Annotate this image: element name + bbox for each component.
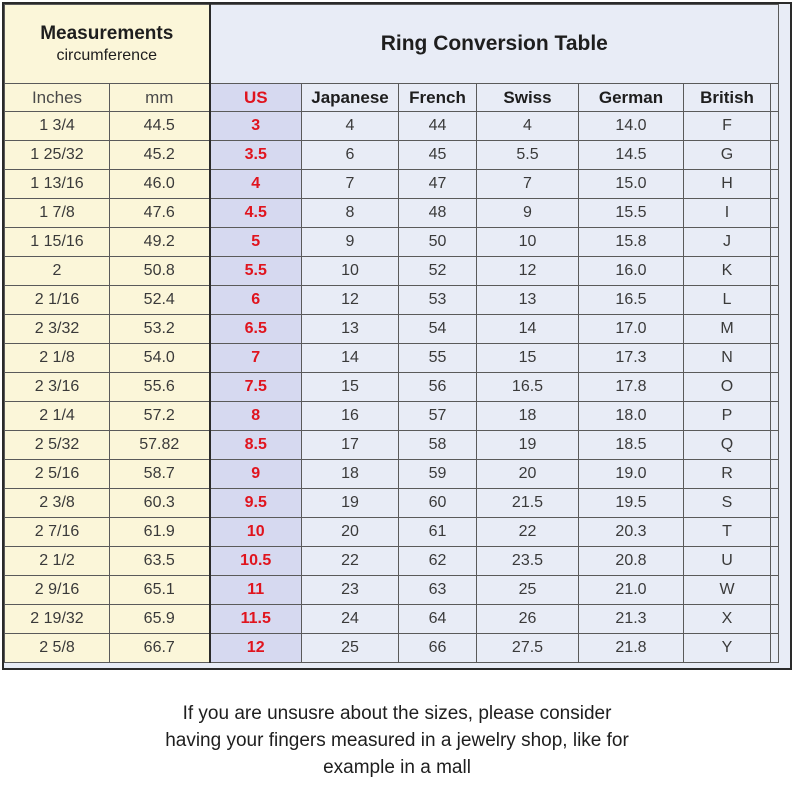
cell-mm: 44.5 [110, 112, 210, 141]
table-body [5, 112, 779, 663]
table-row [5, 605, 779, 634]
cell-german: 18.5 [579, 431, 684, 460]
table-row [5, 373, 779, 402]
cell-german: 19.5 [579, 489, 684, 518]
cell-british: W [684, 576, 771, 605]
cell-inches: 2 1/2 [5, 547, 110, 576]
cell-inches: 1 7/8 [5, 199, 110, 228]
table-row [5, 344, 779, 373]
table-row [5, 286, 779, 315]
cell-british: R [684, 460, 771, 489]
cell-us: 11.5 [210, 605, 302, 634]
cell-inches: 1 15/16 [5, 228, 110, 257]
measurements-title: Measurements [40, 23, 174, 44]
cell-swiss: 14 [477, 315, 579, 344]
cell-inches: 2 5/32 [5, 431, 110, 460]
caption [0, 700, 794, 781]
row-spacer [771, 634, 779, 663]
row-spacer [771, 344, 779, 373]
cell-swiss: 13 [477, 286, 579, 315]
table-row [5, 431, 779, 460]
table-row [5, 402, 779, 431]
cell-us: 3 [210, 112, 302, 141]
cell-japanese: 24 [302, 605, 399, 634]
cell-us: 10 [210, 518, 302, 547]
col-header-japanese: Japanese [302, 84, 399, 112]
cell-us: 6 [210, 286, 302, 315]
cell-us: 9 [210, 460, 302, 489]
cell-british: Y [684, 634, 771, 663]
cell-inches: 2 5/16 [5, 460, 110, 489]
cell-japanese: 23 [302, 576, 399, 605]
cell-swiss: 27.5 [477, 634, 579, 663]
cell-us: 7 [210, 344, 302, 373]
cell-german: 16.0 [579, 257, 684, 286]
row-spacer [771, 112, 779, 141]
table-row [5, 576, 779, 605]
cell-japanese: 6 [302, 141, 399, 170]
cell-us: 10.5 [210, 547, 302, 576]
cell-german: 17.3 [579, 344, 684, 373]
cell-british: H [684, 170, 771, 199]
table-row [5, 257, 779, 286]
cell-french: 64 [399, 605, 477, 634]
cell-mm: 57.82 [110, 431, 210, 460]
cell-mm: 58.7 [110, 460, 210, 489]
cell-mm: 65.1 [110, 576, 210, 605]
table-row [5, 518, 779, 547]
cell-swiss: 22 [477, 518, 579, 547]
cell-mm: 54.0 [110, 344, 210, 373]
cell-german: 17.0 [579, 315, 684, 344]
cell-japanese: 15 [302, 373, 399, 402]
cell-mm: 63.5 [110, 547, 210, 576]
cell-us: 11 [210, 576, 302, 605]
cell-french: 54 [399, 315, 477, 344]
table-row [5, 547, 779, 576]
cell-british: K [684, 257, 771, 286]
cell-japanese: 25 [302, 634, 399, 663]
cell-us: 9.5 [210, 489, 302, 518]
cell-mm: 45.2 [110, 141, 210, 170]
cell-british: S [684, 489, 771, 518]
cell-german: 20.3 [579, 518, 684, 547]
table-row [5, 634, 779, 663]
cell-german: 15.0 [579, 170, 684, 199]
cell-swiss: 16.5 [477, 373, 579, 402]
row-spacer [771, 576, 779, 605]
cell-french: 60 [399, 489, 477, 518]
cell-swiss: 5.5 [477, 141, 579, 170]
row-spacer [771, 547, 779, 576]
cell-swiss: 19 [477, 431, 579, 460]
cell-german: 21.8 [579, 634, 684, 663]
cell-japanese: 20 [302, 518, 399, 547]
cell-inches: 1 25/32 [5, 141, 110, 170]
cell-mm: 65.9 [110, 605, 210, 634]
cell-swiss: 4 [477, 112, 579, 141]
cell-mm: 46.0 [110, 170, 210, 199]
row-spacer [771, 170, 779, 199]
cell-french: 66 [399, 634, 477, 663]
cell-inches: 2 5/8 [5, 634, 110, 663]
cell-british: P [684, 402, 771, 431]
col-header-swiss: Swiss [477, 84, 579, 112]
cell-french: 62 [399, 547, 477, 576]
row-spacer [771, 257, 779, 286]
cell-japanese: 8 [302, 199, 399, 228]
row-spacer [771, 141, 779, 170]
cell-mm: 61.9 [110, 518, 210, 547]
cell-mm: 60.3 [110, 489, 210, 518]
cell-mm: 53.2 [110, 315, 210, 344]
table-row [5, 112, 779, 141]
measurements-subtitle: circumference [56, 47, 157, 64]
cell-inches: 2 1/16 [5, 286, 110, 315]
cell-us: 7.5 [210, 373, 302, 402]
cell-inches: 2 3/16 [5, 373, 110, 402]
cell-german: 21.0 [579, 576, 684, 605]
caption-line: having your fingers measured in a jewelry shop, like for [165, 730, 629, 751]
cell-british: X [684, 605, 771, 634]
cell-french: 44 [399, 112, 477, 141]
cell-german: 21.3 [579, 605, 684, 634]
column-header-row [5, 84, 779, 112]
row-spacer [771, 315, 779, 344]
cell-swiss: 7 [477, 170, 579, 199]
row-spacer [771, 373, 779, 402]
cell-german: 14.0 [579, 112, 684, 141]
cell-british: J [684, 228, 771, 257]
row-spacer [771, 605, 779, 634]
caption-line: If you are unsusre about the sizes, please consider [182, 703, 612, 724]
cell-swiss: 10 [477, 228, 579, 257]
cell-british: Q [684, 431, 771, 460]
cell-us: 5 [210, 228, 302, 257]
cell-japanese: 22 [302, 547, 399, 576]
cell-us: 4.5 [210, 199, 302, 228]
cell-mm: 57.2 [110, 402, 210, 431]
cell-inches: 2 9/16 [5, 576, 110, 605]
table-row [5, 141, 779, 170]
cell-british: F [684, 112, 771, 141]
cell-us: 8.5 [210, 431, 302, 460]
row-spacer [771, 199, 779, 228]
cell-french: 52 [399, 257, 477, 286]
ring-conversion-chart [2, 2, 792, 670]
table-row [5, 199, 779, 228]
cell-us: 5.5 [210, 257, 302, 286]
cell-japanese: 18 [302, 460, 399, 489]
col-spacer [771, 84, 779, 112]
cell-inches: 1 3/4 [5, 112, 110, 141]
cell-us: 6.5 [210, 315, 302, 344]
cell-german: 17.8 [579, 373, 684, 402]
cell-german: 18.0 [579, 402, 684, 431]
row-spacer [771, 460, 779, 489]
cell-inches: 2 3/8 [5, 489, 110, 518]
ring-size-table [4, 4, 779, 663]
cell-inches: 2 [5, 257, 110, 286]
cell-british: N [684, 344, 771, 373]
cell-us: 3.5 [210, 141, 302, 170]
row-spacer [771, 518, 779, 547]
cell-french: 50 [399, 228, 477, 257]
row-spacer [771, 286, 779, 315]
col-header-british: British [684, 84, 771, 112]
cell-german: 15.8 [579, 228, 684, 257]
cell-inches: 2 3/32 [5, 315, 110, 344]
col-header-us: US [210, 84, 302, 112]
cell-french: 53 [399, 286, 477, 315]
cell-british: L [684, 286, 771, 315]
cell-german: 14.5 [579, 141, 684, 170]
cell-japanese: 17 [302, 431, 399, 460]
row-spacer [771, 402, 779, 431]
cell-british: M [684, 315, 771, 344]
cell-german: 20.8 [579, 547, 684, 576]
cell-inches: 2 1/8 [5, 344, 110, 373]
cell-british: I [684, 199, 771, 228]
table-row [5, 460, 779, 489]
cell-french: 63 [399, 576, 477, 605]
cell-german: 16.5 [579, 286, 684, 315]
cell-swiss: 23.5 [477, 547, 579, 576]
cell-swiss: 25 [477, 576, 579, 605]
cell-swiss: 12 [477, 257, 579, 286]
cell-swiss: 9 [477, 199, 579, 228]
cell-french: 56 [399, 373, 477, 402]
cell-japanese: 16 [302, 402, 399, 431]
cell-british: G [684, 141, 771, 170]
cell-german: 19.0 [579, 460, 684, 489]
cell-inches: 2 19/32 [5, 605, 110, 634]
cell-swiss: 21.5 [477, 489, 579, 518]
cell-us: 8 [210, 402, 302, 431]
cell-swiss: 18 [477, 402, 579, 431]
cell-us: 4 [210, 170, 302, 199]
cell-mm: 47.6 [110, 199, 210, 228]
table-row [5, 170, 779, 199]
table-row [5, 228, 779, 257]
cell-mm: 50.8 [110, 257, 210, 286]
cell-mm: 52.4 [110, 286, 210, 315]
cell-inches: 1 13/16 [5, 170, 110, 199]
cell-french: 45 [399, 141, 477, 170]
row-spacer [771, 489, 779, 518]
cell-british: U [684, 547, 771, 576]
cell-japanese: 12 [302, 286, 399, 315]
cell-french: 47 [399, 170, 477, 199]
cell-mm: 66.7 [110, 634, 210, 663]
caption-line: example in a mall [323, 757, 471, 778]
cell-french: 59 [399, 460, 477, 489]
measurements-header [5, 5, 210, 84]
cell-french: 57 [399, 402, 477, 431]
col-header-german: German [579, 84, 684, 112]
cell-japanese: 13 [302, 315, 399, 344]
row-spacer [771, 228, 779, 257]
cell-french: 61 [399, 518, 477, 547]
cell-swiss: 20 [477, 460, 579, 489]
cell-japanese: 4 [302, 112, 399, 141]
cell-mm: 49.2 [110, 228, 210, 257]
cell-japanese: 10 [302, 257, 399, 286]
col-header-mm: mm [110, 84, 210, 112]
cell-swiss: 15 [477, 344, 579, 373]
table-title: Ring Conversion Table [210, 5, 779, 84]
cell-inches: 2 7/16 [5, 518, 110, 547]
cell-inches: 2 1/4 [5, 402, 110, 431]
cell-japanese: 7 [302, 170, 399, 199]
cell-mm: 55.6 [110, 373, 210, 402]
cell-french: 58 [399, 431, 477, 460]
cell-swiss: 26 [477, 605, 579, 634]
col-header-inches: Inches [5, 84, 110, 112]
cell-french: 48 [399, 199, 477, 228]
cell-japanese: 19 [302, 489, 399, 518]
cell-french: 55 [399, 344, 477, 373]
cell-german: 15.5 [579, 199, 684, 228]
cell-british: O [684, 373, 771, 402]
cell-japanese: 14 [302, 344, 399, 373]
row-spacer [771, 431, 779, 460]
col-header-french: French [399, 84, 477, 112]
table-row [5, 489, 779, 518]
cell-british: T [684, 518, 771, 547]
cell-japanese: 9 [302, 228, 399, 257]
table-row [5, 315, 779, 344]
cell-us: 12 [210, 634, 302, 663]
